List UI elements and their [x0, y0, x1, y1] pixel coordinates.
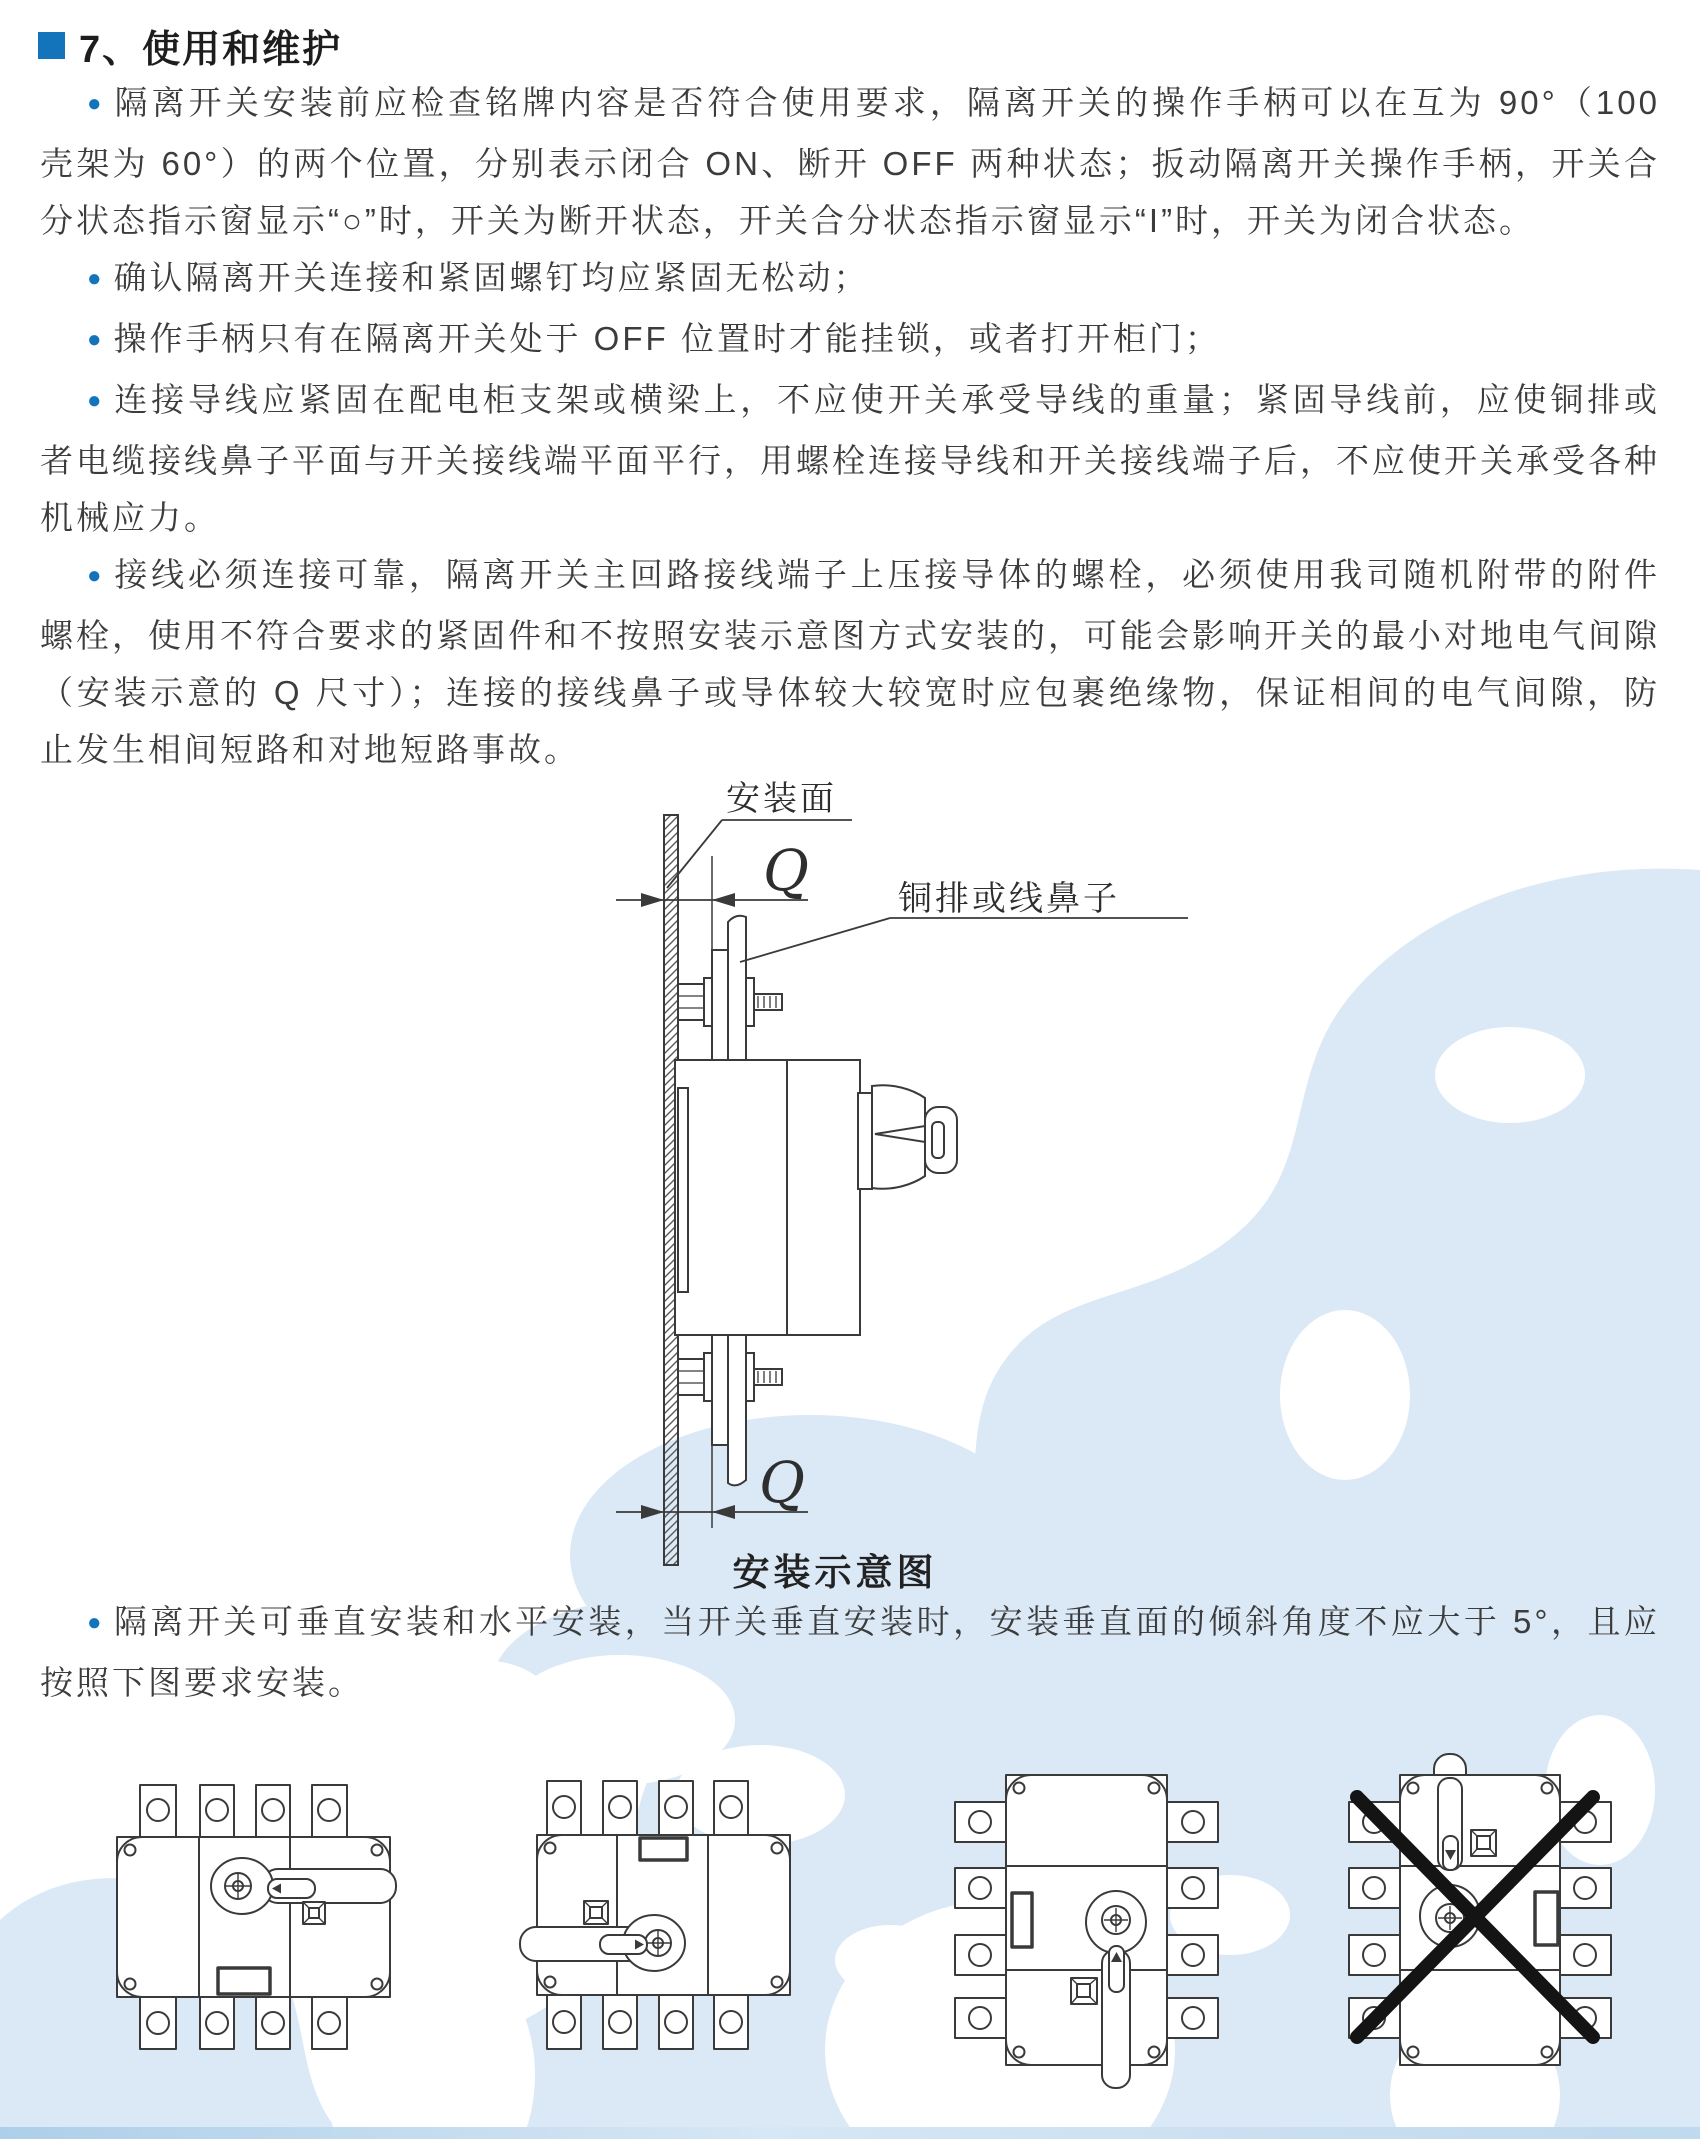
hex-nut [678, 984, 704, 1020]
nameplate [218, 1968, 270, 1994]
washer-right [746, 1353, 754, 1401]
page-footer-band [0, 2127, 1700, 2139]
section-header [38, 18, 342, 73]
busbar-top-assembly [678, 916, 782, 1060]
bullet-icon: ● [87, 562, 103, 589]
nameplate [640, 1838, 687, 1860]
terminal-plate [712, 1335, 728, 1445]
mounting-surface-label: 安装面 [726, 780, 837, 818]
figure-switch-horizontal-handle-left [520, 1781, 790, 2049]
figure-switch-vertical-handle-down [955, 1775, 1218, 2088]
figure-switch-horizontal-handle-right [117, 1785, 396, 2049]
washer-left [704, 1353, 712, 1401]
paragraph-orientation [40, 1593, 1660, 1711]
terminal-tabs-top [140, 1785, 347, 1837]
washer-left [704, 978, 712, 1026]
switch-body [675, 1060, 860, 1335]
intro-paragraphs [40, 74, 1660, 778]
square-shaft [303, 1902, 325, 1924]
wall-spacer-plate [678, 1088, 688, 1292]
square-shaft [1071, 1978, 1097, 2004]
page-title: 7、使用和维护 [79, 29, 343, 71]
paragraph-text: 连接导线应紧固在配电柜支架或横梁上，不应使开关承受导线的重量；紧固导线前，应使铜排或者电缆接线鼻子平面与开关接线端平面平行，用螺栓连接导线和开关接线端子后，不应使开关承受各种机械应力。 [40, 381, 1661, 536]
orientation-note [40, 1593, 1660, 1711]
bullet-icon: ● [87, 265, 102, 292]
bullet-icon: ● [87, 90, 103, 117]
terminal-tabs-top [547, 1781, 748, 1835]
lug-label: 铜排或线鼻子 [898, 880, 1120, 918]
paragraph-text: 接线必须连接可靠，隔离开关主回路接线端子上压接导体的螺栓，必须使用我司随机附带的附件螺栓，使用不符合要求的紧固件和不按照安装示意图方式安装的，可能会影响开关的最小对地电气间隙（安装示意的 Q 尺寸）；连接的接线鼻子或导体较大较宽时应包裹绝缘物，保证相间的电气间隙，防止发生相间短路和对地短路事故。 [40, 556, 1661, 768]
paragraph-screws-tight [40, 249, 1660, 310]
installation-diagram-caption: 安装示意图 [732, 1552, 938, 1593]
dimension-q-bottom-symbol: Q [759, 1451, 805, 1516]
paragraph-nameplate-check [40, 74, 1660, 249]
bullet-icon: ● [87, 326, 102, 353]
nameplate [1535, 1892, 1558, 1945]
terminal-plate [712, 950, 728, 1060]
installation-diagram [420, 770, 1230, 1605]
switch-body-side-view [675, 1060, 957, 1335]
hex-nut [678, 1359, 704, 1395]
washer-right [746, 978, 754, 1026]
bullet-icon: ● [87, 1609, 102, 1636]
section-marker-icon [38, 32, 65, 59]
dimension-q-top-symbol: Q [763, 839, 809, 904]
copper-lug-bar [728, 1335, 746, 1485]
paragraph-text: 隔离开关安装前应检查铭牌内容是否符合使用要求，隔离开关的操作手柄可以在互为 90°（100 壳架为 60°）的两个位置，分别表示闭合 ON、断开 OFF 两种状态；扳动隔离开关操作手柄，开关合分状态指示窗显示“○”时，开关为断开状态，开关合分状态指示窗显示“I”时，开关为闭合状态。 [40, 84, 1660, 239]
orientation-figures [0, 1750, 1700, 2139]
paragraph-conductor-fixing [40, 371, 1660, 546]
handle-cap-inner [932, 1122, 944, 1158]
paragraph-wiring-reliable [40, 546, 1660, 778]
paragraph-text: 操作手柄只有在隔离开关处于 OFF 位置时才能挂锁，或者打开柜门； [113, 320, 1221, 357]
lug-label-group [740, 918, 1188, 962]
square-shaft [584, 1901, 608, 1924]
paragraph-text: 确认隔离开关连接和紧固螺钉均应紧固无松动； [113, 259, 870, 296]
terminal-tabs-bottom [140, 1997, 347, 2049]
copper-lug-bar [728, 916, 746, 1060]
terminal-tabs-right [1167, 1802, 1218, 2038]
terminal-tabs-bottom [547, 1995, 748, 2049]
figure-switch-vertical-handle-up-crossed [1349, 1754, 1611, 2065]
handle-flange [858, 1093, 872, 1189]
bullet-icon: ● [87, 387, 103, 414]
paragraph-text: 隔离开关可垂直安装和水平安装，当开关垂直安装时，安装垂直面的倾斜角度不应大于 5°，且应按照下图要求安装。 [40, 1603, 1661, 1701]
terminal-tabs-left [955, 1802, 1006, 2038]
mounting-surface-label-group [667, 820, 852, 888]
nameplate [1012, 1893, 1032, 1947]
paragraph-padlock-off [40, 310, 1660, 371]
square-shaft [1471, 1830, 1496, 1856]
